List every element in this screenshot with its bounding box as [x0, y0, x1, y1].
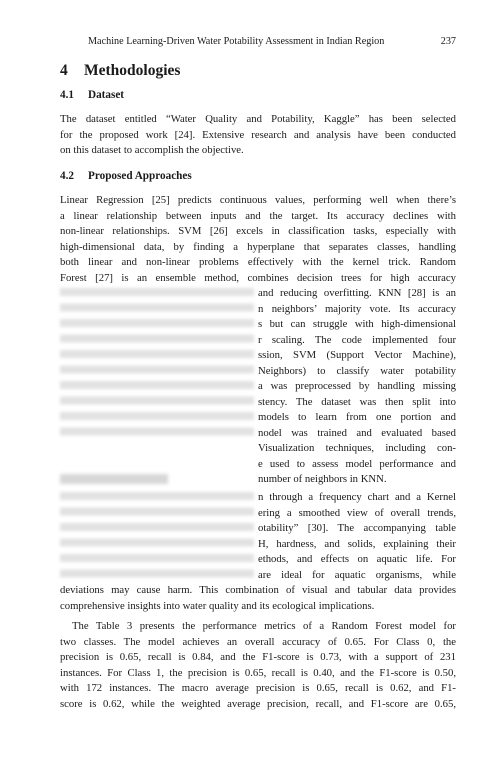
dataset-paragraph [60, 112, 456, 159]
subsection-number: 4.2 [60, 170, 74, 182]
text-line: number of neighbors in KNN. [258, 473, 387, 485]
text-line: a linear relationship between inputs and the target. Its accuracy declines with [60, 209, 456, 222]
text-line: otability” [30]. The accompanying table [258, 522, 456, 534]
table-paragraph [60, 619, 456, 712]
page-number: 237 [440, 36, 456, 47]
redacted-text-block [60, 288, 254, 443]
distribution-paragraph-visible-part [258, 490, 456, 583]
text-line: s but can struggle with high-dimensional [258, 318, 456, 330]
approaches-paragraph-visible-part [258, 286, 456, 488]
text-line: ethods, and effects on aquatic life. For [258, 553, 456, 565]
text-line: Forest [27] is an ensemble method, combines decision trees for high accuracy [60, 271, 456, 284]
text-line: high-dimensional data, by finding a hyperplane that separates classes, handling [60, 240, 456, 253]
text-line: comprehensive insights into water quality and its ecological implications. [60, 599, 375, 612]
text-line: Linear Regression [25] predicts continuous values, performing well when there’s [60, 194, 456, 206]
text-line: with 172 instances. The macro average precision is 0.65, recall is 0.62, and F1- [60, 682, 456, 694]
text-line: models to learn from one portion and [258, 411, 456, 423]
redacted-heading [60, 474, 168, 484]
subsection-heading-dataset [60, 89, 124, 101]
text-line: deviations may cause harm. This combination of visual and tabular data provides [60, 584, 456, 596]
text-line: score is 0.62, while the weighted average precision, recall, and F1-score are 0.65, [60, 697, 456, 710]
text-line: are ideal for aquatic organisms, while [258, 568, 456, 581]
section-heading [60, 62, 180, 80]
subsection-heading-approaches [60, 170, 192, 182]
text-line: The dataset entitled “Water Quality and Potability, Kaggle” has been selected [60, 113, 456, 125]
section-number: 4 [60, 62, 68, 79]
text-line: stency. The dataset was then split into [258, 395, 456, 408]
text-line: r scaling. The code implemented four [258, 333, 456, 346]
text-line: n neighbors’ majority vote. Its accuracy [258, 302, 456, 315]
text-line: for the proposed work [24]. Extensive research and analysis have been conducted [60, 128, 456, 141]
text-line: non-linear relationships. SVM [26] excels in classification tasks, especially with [60, 225, 456, 237]
text-line: H, hardness, and solids, explaining their [258, 537, 456, 550]
text-line: and reducing overfitting. KNN [28] is an [258, 287, 456, 299]
subsection-number: 4.1 [60, 89, 74, 101]
text-line: on this dataset to accomplish the objective. [60, 144, 244, 156]
text-line: n through a frequency chart and a Kernel [258, 491, 456, 503]
section-title: Methodologies [84, 62, 181, 79]
text-line: precision is 0.65, recall is 0.84, and the F1-score is 0.73, with a support of 231 [60, 651, 456, 663]
text-line: two classes. The model achieves an overall accuracy of 0.65. For Class 0, the [60, 635, 456, 648]
text-line: instances. For Class 1, the precision is 0.65, recall is 0.40, and the F1-score is 0.50, [60, 666, 456, 679]
running-head-title: Machine Learning-Driven Water Potability Assessment in Indian Region [88, 36, 385, 47]
text-line: e used to assess model performance and [258, 457, 456, 470]
text-line: both linear and non-linear problems effectively with the kernel trick. Random [60, 256, 456, 268]
text-line: ering a smoothed view of overall trends, [258, 506, 456, 519]
redacted-text-block [60, 492, 254, 578]
text-line: Neighbors) to classify water potability [258, 364, 456, 377]
text-line: nodel was trained and evaluated based [258, 426, 456, 439]
running-head [88, 36, 456, 47]
text-line: a was preprocessed by handling missing [258, 380, 456, 392]
distribution-paragraph-end [60, 583, 456, 614]
approaches-paragraph [60, 193, 456, 286]
text-line: ssion, SVM (Support Vector Machine), [258, 349, 456, 361]
subsection-title: Dataset [88, 89, 125, 101]
text-line: The Table 3 presents the performance metrics of a Random Forest model for [72, 620, 456, 632]
subsection-title: Proposed Approaches [88, 170, 192, 182]
text-line: Visualization techniques, including con- [258, 442, 456, 454]
